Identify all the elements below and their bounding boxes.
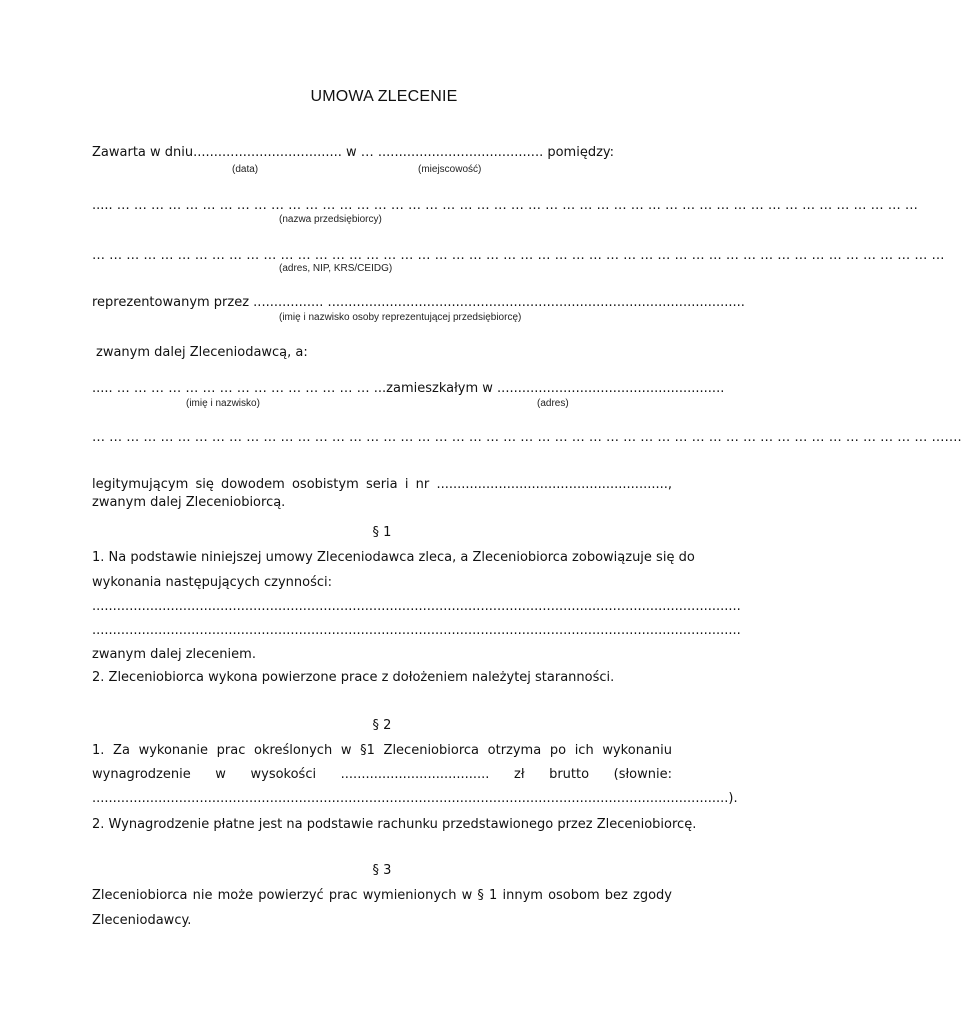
- caption-company-name: (nazwa przedsiębiorcy): [279, 214, 382, 225]
- caption-place: (miejscowość): [418, 164, 482, 175]
- section-2-paragraph-2: 2. Wynagrodzenie płatne jest na podstawie rachunku przedstawionego przez Zleceniobiorcę.: [92, 817, 697, 832]
- section-2-paragraph-1b: wynagrodzenie w wysokości .................................... zł brutto (słownie:: [92, 767, 672, 782]
- section-2-title: § 2: [372, 718, 392, 733]
- caption-contractor-address: (adres): [537, 398, 569, 409]
- client-line: zwanym dalej Zleceniodawcą, a:: [96, 345, 308, 360]
- caption-representative: (imię i nazwisko osoby reprezentującej przedsiębiorcę): [279, 312, 522, 323]
- section-3-title: § 3: [372, 863, 392, 878]
- id-line: legitymującym się dowodem osobistym seria i nr ........................................................,: [92, 477, 672, 492]
- section-2-paragraph-1c: ..........................................................................................................................................................).: [92, 791, 738, 806]
- caption-company-address: (adres, NIP, KRS/CEIDG): [279, 263, 393, 274]
- section-1-paragraph-1a: 1. Na podstawie niniejszej umowy Zleceniodawca zleca, a Zleceniobiorca zobowiązuje się do: [92, 550, 695, 565]
- contract-date-line: Zawarta w dniu.................................... w … ........................................ pomiędzy:: [92, 145, 615, 160]
- section-2-paragraph-1a: 1. Za wykonanie prac określonych w §1 Zleceniobiorca otrzyma po ich wykonaniu: [92, 743, 672, 758]
- id-line-continuation: zwanym dalej Zleceniobiorcą.: [92, 495, 286, 510]
- section-3-paragraph-1a: Zleceniobiorca nie może powierzyć prac wymienionych w § 1 innym osobom bez zgody: [92, 888, 672, 903]
- section-1-dots-1: .............................................................................................................................................................: [92, 599, 741, 614]
- document-title: UMOWA ZLECENIE: [310, 88, 458, 105]
- section-1-dots-2: .............................................................................................................................................................: [92, 623, 741, 638]
- section-1-title: § 1: [372, 525, 392, 540]
- contractor-line: ..... … … … … … … … … … … … … … … … ...zamieszkałym w .......................................................: [92, 381, 725, 396]
- representative-line: reprezentowanym przez ................. .....................................................................................................: [92, 295, 745, 310]
- caption-contractor-name: (imię i nazwisko): [186, 398, 260, 409]
- contractor-address-dots: … … … … … … … … … … … … … … … … … … … … … … … … … … … … … … … … … … … … … … … … … … … … … … … … … …….: [92, 430, 962, 445]
- caption-date: (data): [232, 164, 259, 175]
- section-1-paragraph-2: 2. Zleceniobiorca wykona powierzone prace z dołożeniem należytej staranności.: [92, 670, 615, 685]
- section-1-paragraph-1b: wykonania następujących czynności:: [92, 575, 333, 590]
- section-3-paragraph-1b: Zleceniodawcy.: [92, 913, 192, 928]
- section-1-paragraph-1c: zwanym dalej zleceniem.: [92, 647, 256, 662]
- company-address-dots: … … … … … … … … … … … … … … … … … … … … … … … … … … … … … … … … … … … … … … … … … … … … … … … … … …: [92, 248, 945, 263]
- company-name-dots: ..... … … … … … … … … … … … … … … … … … … … … … … … … … … … … … … … … … … … … … … … … … … … … … … …: [92, 198, 918, 213]
